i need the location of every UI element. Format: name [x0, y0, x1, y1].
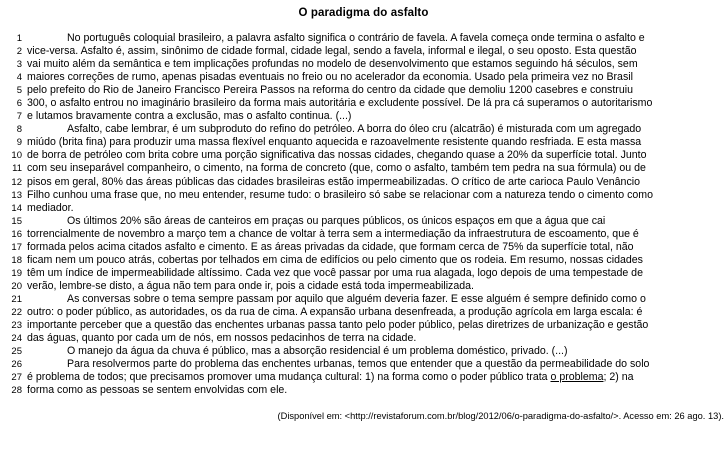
text-run: vice-versa. Asfalto é, assim, sinônimo de cidade formal, cidade legal, sendo a favela, informal e ilegal, o seu oposto. Esta questão	[27, 45, 637, 58]
text-line	[4, 176, 725, 189]
line-number: 1	[16, 33, 22, 44]
line-text	[27, 358, 725, 371]
text-run: As conversas sobre o tema sempre passam por aquilo que alguém deveria fazer. E esse alguém é sempre definido como o	[67, 292, 646, 305]
line-number: 3	[16, 59, 22, 71]
text-line	[4, 267, 725, 280]
line-number: 7	[16, 111, 22, 123]
text-run: ; 2) na	[603, 371, 634, 384]
text-line	[4, 110, 725, 123]
text-run: miúdo (brita fina) para produzir uma massa flexível enquanto aquecida e razoavelmente resistente quando resfriada. E esta massa	[27, 136, 642, 149]
text-run: ficam nem um pouco atrás, cobertas por telhados em cima de edifícios ou pelo cimento que os rodeia. Em resumo, nossas cidades	[27, 253, 643, 266]
text-run: mediador.	[27, 201, 74, 214]
text-line	[4, 136, 725, 149]
line-number: 25	[11, 346, 22, 358]
line-number: 13	[11, 189, 22, 201]
text-line	[4, 306, 725, 319]
line-number: 14	[11, 202, 22, 214]
text-run: Asfalto, cabe lembrar, é um subproduto do refino do petróleo. A borra do óleo cru (alcatrão) é misturada com um agregado	[67, 123, 642, 136]
document-page	[0, 6, 727, 449]
line-text	[27, 136, 725, 149]
line-number: 15	[11, 215, 22, 227]
line-text	[27, 58, 725, 71]
text-run: têm um índice de impermeabilidade altíssimo. Cada vez que você passar por uma rua alagada, logo depois de uma tempestade de	[27, 266, 643, 279]
line-number: 21	[11, 293, 22, 305]
line-text	[27, 110, 725, 123]
text-run: Os últimos 20% são áreas de canteiros em praças ou parques públicos, os únicos espaços em que a água que cai	[67, 214, 606, 227]
text-run: pisos em geral, 80% das áreas públicas das cidades brasileiras estão impermeabilizadas. O crítico de arte carioca Paulo Venâncio	[27, 175, 640, 188]
text-line	[4, 189, 725, 202]
text-line	[4, 97, 725, 110]
page-title: O paradigma do asfalto	[298, 7, 429, 19]
line-number: 2	[16, 46, 22, 58]
text-line	[4, 254, 725, 267]
line-number: 11	[12, 163, 22, 175]
line-text	[27, 384, 725, 397]
text-line	[4, 45, 725, 58]
line-number: 20	[11, 280, 22, 292]
text-line	[4, 228, 725, 241]
text-run: das águas, quanto por cada um de nós, em nossos pedacinhos de terra na cidade.	[27, 332, 417, 345]
text-run: é problema de todos; que precisamos promover uma mudança cultural: 1) na forma como o poder público trata	[27, 371, 551, 384]
text-line	[4, 280, 725, 293]
numbered-text-body	[0, 32, 727, 397]
line-text	[27, 345, 725, 358]
text-line	[4, 332, 725, 345]
line-number: 23	[11, 320, 22, 332]
text-line	[4, 241, 725, 254]
line-number: 22	[11, 306, 22, 318]
line-text	[27, 97, 725, 110]
line-number: 24	[11, 333, 22, 345]
line-text	[27, 176, 725, 189]
text-run: O manejo da água da chuva é público, mas a absorção residencial é um problema doméstico, privado. (...)	[67, 345, 568, 358]
line-text	[27, 189, 725, 202]
underlined-phrase: o problema	[550, 371, 604, 384]
line-number: 4	[16, 72, 22, 84]
line-number: 18	[11, 254, 22, 266]
text-run: 300, o asfalto entrou no imaginário brasileiro da forma mais autoritária e excludente possível. De lá pra cá superamos o autoritarismo	[27, 97, 653, 110]
line-text	[27, 319, 725, 332]
line-text	[27, 162, 725, 175]
text-run: verão, lembre-se disto, a água não tem para onde ir, pois a cidade está toda impermeabilizada.	[27, 279, 474, 292]
line-number: 8	[16, 124, 22, 136]
text-line	[4, 162, 725, 175]
line-number: 27	[11, 372, 22, 384]
text-run: vai muito além da semântica e tem implicações profundas no modelo de desenvolvimento que estamos seguindo há séculos, sem	[27, 58, 638, 71]
line-text	[27, 280, 725, 293]
line-text	[27, 45, 725, 58]
text-run: formada pelos acima citados asfalto e cimento. E as áreas privadas da cidade, que formam cerca de 75% da superfície total, não	[27, 240, 634, 253]
line-text	[27, 215, 725, 228]
text-line	[4, 384, 725, 397]
text-run: torrencialmente de novembro a março tem a chance de voltar à terra sem a intermediação da infraestrutura de escoamento, que é	[27, 227, 639, 240]
text-run: com seu inseparável companheiro, o cimento, na forma de concreto (que, como o asfalto, também tem pedra na sua fórmula) ou de	[27, 162, 646, 175]
line-text	[27, 267, 725, 280]
text-run: importante perceber que a questão das enchentes urbanas passa tanto pelo poder público, pelas diretrizes de urbanização e gestão	[27, 319, 649, 332]
line-number: 10	[11, 150, 22, 162]
line-number: 9	[16, 137, 22, 149]
text-line	[4, 371, 725, 384]
line-number: 5	[16, 85, 22, 97]
text-run: de borra de petróleo com brita cobre uma porção significativa das nossas cidades, chegando quase a 20% da superfície total. Junto	[27, 149, 647, 162]
line-text	[27, 32, 725, 45]
text-run: e lutamos bravamente contra a exclusão, mas o asfalto continua. (...)	[27, 110, 352, 123]
text-line	[4, 149, 725, 162]
text-line	[4, 345, 725, 358]
text-run: pelo prefeito do Rio de Janeiro Francisco Pereira Passos na reforma do centro da cidade que demoliu 1200 casebres e construiu	[27, 84, 633, 97]
line-number: 26	[11, 359, 22, 371]
line-text	[27, 241, 725, 254]
text-run: outro: o poder público, as autoridades, os da rua de cima. A expansão urbana desenfreada, a produção agrícola em larga escala: é	[27, 305, 643, 318]
line-text	[27, 293, 725, 306]
text-run: maiores correções de rumo, apenas pisadas eventuais no freio ou no acelerador da economia. Usado pela primeira vez no Brasil	[27, 71, 633, 84]
text-line	[4, 71, 725, 84]
line-text	[27, 149, 725, 162]
line-number: 28	[11, 385, 22, 397]
text-line	[4, 32, 725, 45]
text-run: No português coloquial brasileiro, a palavra asfalto significa o contrário de favela. A favela começa onde termina o asfalto e	[67, 32, 645, 44]
line-number: 19	[11, 267, 22, 279]
text-line	[4, 293, 725, 306]
text-line	[4, 58, 725, 71]
line-text	[27, 84, 725, 97]
text-line	[4, 215, 725, 228]
line-number: 6	[16, 98, 22, 110]
line-number: 12	[11, 176, 22, 188]
line-text	[27, 71, 725, 84]
line-text	[27, 123, 725, 136]
text-run: Para resolvermos parte do problema das enchentes urbanas, temos que entender que a questão da permeabilidade do solo	[67, 358, 650, 371]
text-line	[4, 202, 725, 215]
text-run: forma como as pessoas se sentem envolvidas com ele.	[27, 384, 288, 397]
line-text	[27, 332, 725, 345]
text-line	[4, 84, 725, 97]
line-text	[27, 228, 725, 241]
line-number: 16	[11, 228, 22, 240]
line-text	[27, 306, 725, 319]
text-line	[4, 123, 725, 136]
line-text	[27, 202, 725, 215]
text-line	[4, 319, 725, 332]
source-attribution: (Disponível em: <http://revistaforum.com.br/blog/2012/06/o-paradigma-do-asfalto/>. Acesso em: 26 ago. 13).	[277, 411, 724, 422]
text-run: Filho cunhou uma frase que, no meu entender, resume tudo: o brasileiro só sabe se relacionar com a natureza tendo o cimento como	[27, 188, 653, 201]
line-number: 17	[11, 241, 22, 253]
line-text	[27, 254, 725, 267]
text-line	[4, 358, 725, 371]
line-text	[27, 371, 725, 384]
